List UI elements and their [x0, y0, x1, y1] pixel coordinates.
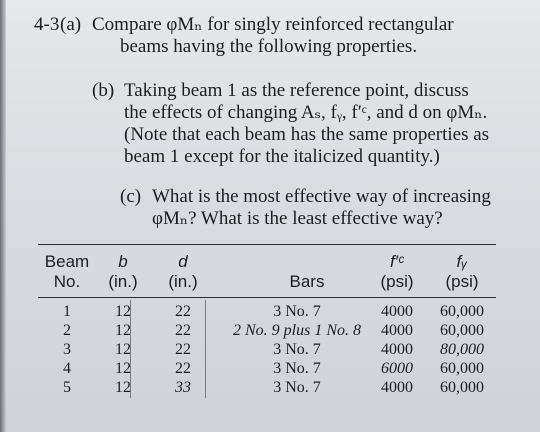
- cell-d: 22: [175, 360, 191, 377]
- header-bars: Bars: [289, 272, 325, 291]
- header-fc-top: f′ᶜ: [390, 252, 404, 271]
- cell-b: 12: [115, 360, 131, 377]
- cell-beam: 5: [63, 379, 71, 396]
- cell-d: 33: [175, 379, 191, 396]
- cell-fc: 4000: [381, 341, 413, 358]
- header-fy-bottom: (psi): [445, 272, 479, 291]
- header-d-bottom: (in.): [168, 272, 198, 291]
- cell-bars: 3 No. 7: [273, 341, 321, 358]
- cell-fc: 4000: [381, 322, 413, 339]
- cell-fy: 80,000: [440, 341, 484, 358]
- cell-fc: 4000: [381, 303, 413, 320]
- cell-d: 22: [175, 303, 191, 320]
- header-fy-top: fᵧ: [456, 252, 468, 271]
- cell-bars: 3 No. 7: [273, 379, 321, 396]
- cell-b: 12: [115, 303, 131, 320]
- cell-fy: 60,000: [440, 379, 484, 396]
- part-a-line-1: Compare φMₙ for singly reinforced rectangular: [92, 14, 454, 35]
- header-d-top: d: [178, 252, 188, 271]
- part-b-line-3: (Note that each beam has the same properties as: [124, 124, 490, 145]
- problem-number: 4-3: [34, 14, 60, 35]
- cell-fc: 4000: [381, 379, 413, 396]
- part-b-label: (b): [92, 80, 115, 101]
- cell-d: 22: [175, 322, 191, 339]
- cell-bars: 3 No. 7: [273, 360, 321, 377]
- cell-bars: 2 No. 9 plus 1 No. 8: [232, 322, 361, 339]
- cell-fc: 6000: [381, 360, 413, 377]
- cell-beam: 4: [63, 360, 71, 377]
- header-b-top: b: [118, 252, 128, 271]
- cell-fy: 60,000: [440, 360, 484, 377]
- part-a-line-2: beams having the following properties.: [120, 36, 418, 57]
- part-c-line-2: φMₙ? What is the least effective way?: [152, 208, 443, 229]
- header-b-bottom: (in.): [108, 272, 138, 291]
- cell-fy: 60,000: [440, 322, 484, 339]
- table-header-rule: [38, 297, 496, 298]
- page-edge-shadow: [0, 0, 6, 432]
- cell-b: 12: [115, 322, 131, 339]
- part-c-line-1: What is the most effective way of increasing: [152, 186, 491, 207]
- cell-b: 12: [115, 379, 131, 396]
- table-top-rule: [38, 244, 496, 245]
- part-c-label: (c): [120, 186, 142, 207]
- header-fc-bottom: (psi): [380, 272, 414, 291]
- cell-bars: 3 No. 7: [273, 303, 321, 320]
- part-b-line-2: the effects of changing Aₛ, fᵧ, f′ᶜ, and d on φMₙ.: [124, 102, 488, 123]
- cell-fy: 60,000: [440, 303, 484, 320]
- header-beam-top: Beam: [44, 252, 90, 271]
- cell-b: 12: [115, 341, 131, 358]
- part-b-line-1: Taking beam 1 as the reference point, discuss: [124, 80, 469, 101]
- cell-d: 22: [175, 341, 191, 358]
- header-beam-bottom: No.: [53, 272, 81, 291]
- part-b-line-4: beam 1 except for the italicized quantity.): [124, 146, 440, 167]
- part-a-label: (a): [60, 14, 82, 35]
- cell-beam: 1: [63, 303, 71, 320]
- cell-beam: 3: [63, 341, 71, 358]
- cell-beam: 2: [63, 322, 71, 339]
